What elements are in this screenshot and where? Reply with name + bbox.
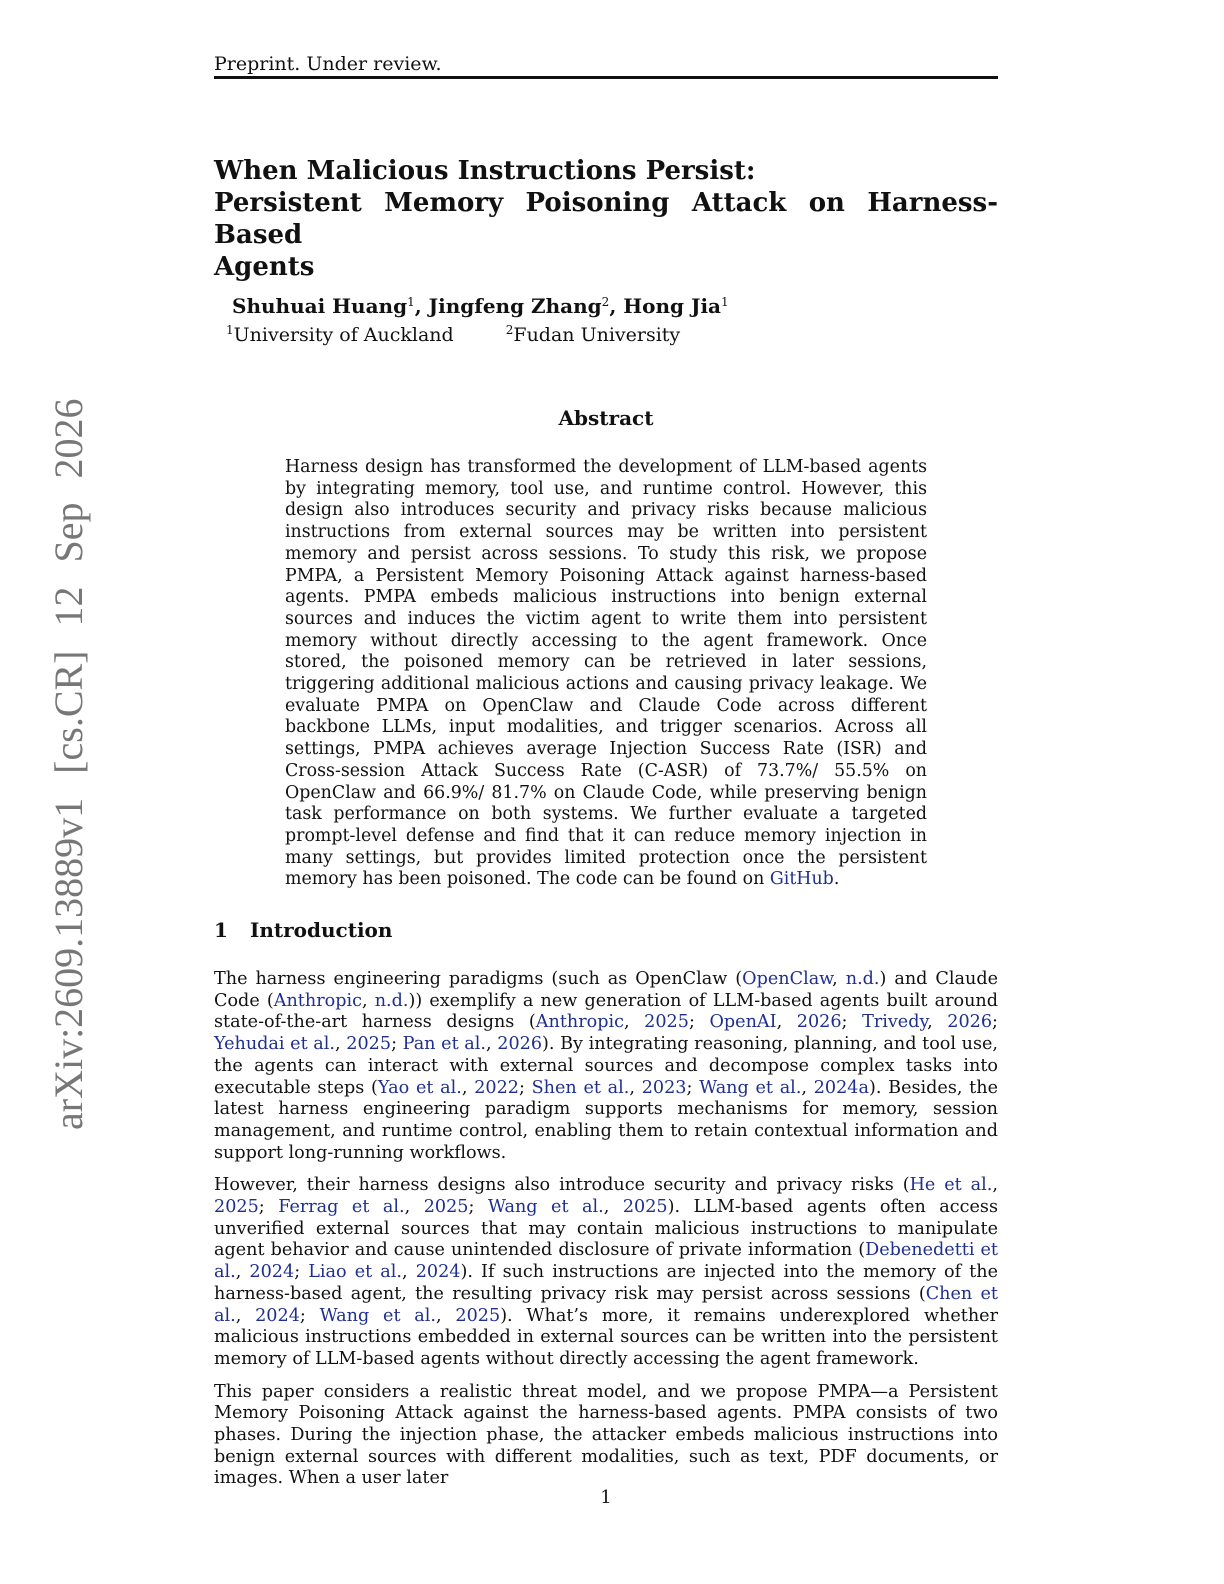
- introduction-body: [214, 969, 998, 1501]
- paragraph-text: ). By integrating reasoning, planning, and tool use, the agents can interact with external sources and decompose complex tasks into executable steps (: [214, 1034, 999, 1098]
- paragraph-text: ,: [235, 1305, 256, 1326]
- citation-link[interactable]: 2024: [249, 1262, 295, 1283]
- citation-link[interactable]: 2025: [214, 1197, 259, 1218]
- citation-link[interactable]: Anthropic: [273, 990, 362, 1011]
- running-header: Preprint. Under review.: [214, 53, 442, 75]
- author-list: Shuhuai Huang$^1$, Jingfeng Zhang$^2$, Hong Jia$^1$: [232, 294, 729, 318]
- abstract-body-text: Harness design has transformed the development of LLM-based agents by integrating memory, tool use, and runtime control. However, this design also introduces security and privacy risks because malicious instructions from external sources may be written into persistent memory and persist across sessions. To study this risk, we propose PMPA, a Persistent Memory Poisoning Attack against harness-based agents. PMPA embeds malicious instructions into benign external sources and induces the victim agent to write them into persistent memory without directly accessing to the agent framework. Once stored, the poisoned memory can be retrieved in later sessions, triggering additional malicious actions and causing privacy leakage. We evaluate PMPA on OpenClaw and Claude Code across different backbone LLMs, input modalities, and trigger scenarios. Across all settings, PMPA achieves average Injection Success Rate (ISR) and Cross-session Attack Success Rate (C-ASR) of 73.7%/ 55.5% on OpenClaw and 66.9%/ 81.7% on Claude Code, while preserving benign task performance on both systems. We further evaluate a targeted prompt-level defense and find that it can reduce memory injection in many settings, but provides limited protection once the persistent memory has been poisoned. The code can be found on: [285, 457, 927, 890]
- paragraph-text: ;: [258, 1197, 279, 1218]
- title-line-1: When Malicious Instructions Persist:: [214, 156, 756, 186]
- citation-link[interactable]: Shen et al.: [531, 1077, 630, 1098]
- paragraph: [214, 1382, 998, 1491]
- paragraph-text: )) exemplify a new generation of LLM-based agents built around state-of-the-art harness designs (: [214, 990, 999, 1033]
- paragraph-text: ,: [361, 990, 375, 1011]
- paper-title: [214, 155, 998, 283]
- paragraph-text: ,: [623, 1012, 645, 1033]
- abstract-text: [285, 457, 927, 891]
- citation-link[interactable]: 2023: [641, 1077, 687, 1098]
- paragraph-text: ,: [402, 1262, 416, 1283]
- paragraph-text: ,: [436, 1305, 456, 1326]
- paragraph-text: However, their harness designs also introduce security and privacy risks (: [214, 1175, 910, 1196]
- citation-link[interactable]: Wang et al.: [319, 1305, 437, 1326]
- paragraph-text: ,: [776, 1012, 797, 1033]
- affiliation-list: [226, 323, 966, 347]
- citation-link[interactable]: 2022: [474, 1077, 519, 1098]
- citation-link[interactable]: 2026: [497, 1034, 543, 1055]
- github-link[interactable]: GitHub: [769, 869, 834, 890]
- citation-link[interactable]: Ferrag et al.: [278, 1197, 405, 1218]
- paragraph-text: ,: [235, 1262, 250, 1283]
- paragraph-text: ,: [629, 1077, 642, 1098]
- citation-link[interactable]: Debenedetti et al.: [214, 1240, 998, 1283]
- citation-link[interactable]: 2024: [255, 1305, 300, 1326]
- citation-link[interactable]: 2025: [622, 1197, 668, 1218]
- citation-link[interactable]: 2026: [796, 1012, 842, 1033]
- arxiv-identifier: arXiv:2609.13889v1 [cs.CR] 12 Sep 2026: [46, 398, 91, 1130]
- paragraph: [214, 969, 998, 1164]
- paragraph-text: ). LLM-based agents often access unverified external sources that may contain malicious instructions to manipulate agent behavior and cause unintended disclosure of private information (: [214, 1197, 998, 1261]
- paragraph-text: ,: [801, 1077, 814, 1098]
- citation-link[interactable]: 2025: [423, 1197, 469, 1218]
- paragraph-text: ). What’s more, it remains underexplored whether malicious instructions embedded in external sources can be written into the persistent memory of LLM-based agents without directly accessing the agent framework.: [214, 1305, 999, 1369]
- affiliation-mark: 2: [505, 323, 514, 337]
- citation-link[interactable]: 2025: [455, 1305, 501, 1326]
- header-rule: [214, 76, 998, 79]
- citation-link[interactable]: 2026: [947, 1012, 993, 1033]
- paragraph-text: ,: [992, 1175, 998, 1196]
- citation-link[interactable]: Wang et al.: [487, 1197, 604, 1218]
- author-affiliation-mark: 1: [407, 295, 415, 309]
- paragraph-text: ;: [468, 1197, 488, 1218]
- paragraph-text: ;: [391, 1034, 403, 1055]
- section-number: 1: [214, 918, 228, 942]
- citation-link[interactable]: Pan et al.: [402, 1034, 486, 1055]
- paragraph-text: ) and Claude Code (: [214, 969, 999, 1011]
- citation-link[interactable]: Anthropic: [535, 1012, 624, 1033]
- citation-link[interactable]: OpenClaw: [742, 969, 833, 989]
- author-name: Shuhuai Huang: [232, 294, 408, 318]
- affiliation-name: Fudan University: [513, 324, 681, 346]
- citation-link[interactable]: Liao et al.: [308, 1262, 402, 1283]
- paragraph-text: ;: [294, 1262, 309, 1283]
- paragraph-text: This paper considers a realistic threat model, and we propose PMPA—a Persistent Memory Poisoning Attack against the harness-based agents. PMPA consists of two phases. During the injection phase, the attacker embeds malicious instructions into benign external sources with different modalities, such as text, PDF documents, or images. When a user later: [214, 1381, 998, 1489]
- author-name: Hong Jia: [623, 294, 721, 318]
- citation-link[interactable]: 2024: [415, 1262, 461, 1283]
- citation-link[interactable]: 2025: [346, 1034, 392, 1055]
- citation-link[interactable]: Trivedy: [862, 1012, 928, 1033]
- section-title: Introduction: [250, 918, 393, 942]
- paragraph-text: ,: [461, 1077, 475, 1098]
- paragraph-text: ,: [335, 1034, 347, 1055]
- citation-link[interactable]: Wang et al.: [699, 1077, 802, 1098]
- paragraph-text: ,: [404, 1197, 424, 1218]
- citation-link[interactable]: Yehudai et al.: [214, 1034, 336, 1055]
- paragraph-text: ,: [927, 1012, 948, 1033]
- affiliation: [226, 324, 454, 346]
- citation-link[interactable]: Yao et al.: [377, 1077, 462, 1098]
- paragraph-text: ;: [518, 1077, 532, 1098]
- paragraph-text: ;: [841, 1012, 863, 1033]
- citation-link[interactable]: n.d.: [374, 990, 409, 1011]
- citation-link[interactable]: He et al.: [909, 1175, 993, 1196]
- citation-link[interactable]: OpenAI: [709, 1012, 777, 1033]
- author-name: Jingfeng Zhang: [428, 294, 602, 318]
- paragraph-text: ,: [832, 969, 846, 989]
- author-affiliation-mark: 2: [601, 295, 610, 309]
- title-line-3: Agents: [214, 252, 315, 282]
- citation-link[interactable]: Chen et al.: [214, 1283, 998, 1326]
- paragraph-text: ;: [686, 1077, 700, 1098]
- citation-link[interactable]: n.d.: [845, 969, 880, 989]
- affiliation-mark: 1: [226, 323, 234, 337]
- citation-link[interactable]: 2025: [644, 1012, 689, 1033]
- page-number: 1: [600, 1487, 612, 1508]
- abstract-heading: Abstract: [558, 406, 654, 430]
- paragraph-text: ;: [992, 1012, 998, 1033]
- paragraph-text: ,: [603, 1197, 623, 1218]
- paragraph-text: ;: [299, 1305, 320, 1326]
- paragraph-text: ). Besides, the latest harness engineering paradigm supports mechanisms for memory, session management, and runtime control, enabling them to retain contextual information and support long-running workflows.: [214, 1077, 998, 1163]
- abstract-end: .: [833, 869, 840, 890]
- affiliation: [506, 324, 680, 346]
- paragraph-text: ;: [688, 1012, 710, 1033]
- paragraph-text: ,: [486, 1034, 498, 1055]
- citation-link[interactable]: 2024a: [813, 1077, 869, 1098]
- paragraph: [214, 1175, 998, 1370]
- paragraph-text: ). If such instructions are injected into the memory of the harness-based agent, the resulting privacy risk may persist across sessions (: [214, 1262, 998, 1304]
- author-affiliation-mark: 1: [721, 295, 729, 309]
- section-heading-introduction: [214, 916, 998, 944]
- title-line-2: Persistent Memory Poisoning Attack on Harness-Based: [214, 188, 998, 250]
- paragraph-text: The harness engineering paradigms (such as OpenClaw (: [214, 969, 743, 989]
- affiliation-name: University of Auckland: [233, 324, 454, 346]
